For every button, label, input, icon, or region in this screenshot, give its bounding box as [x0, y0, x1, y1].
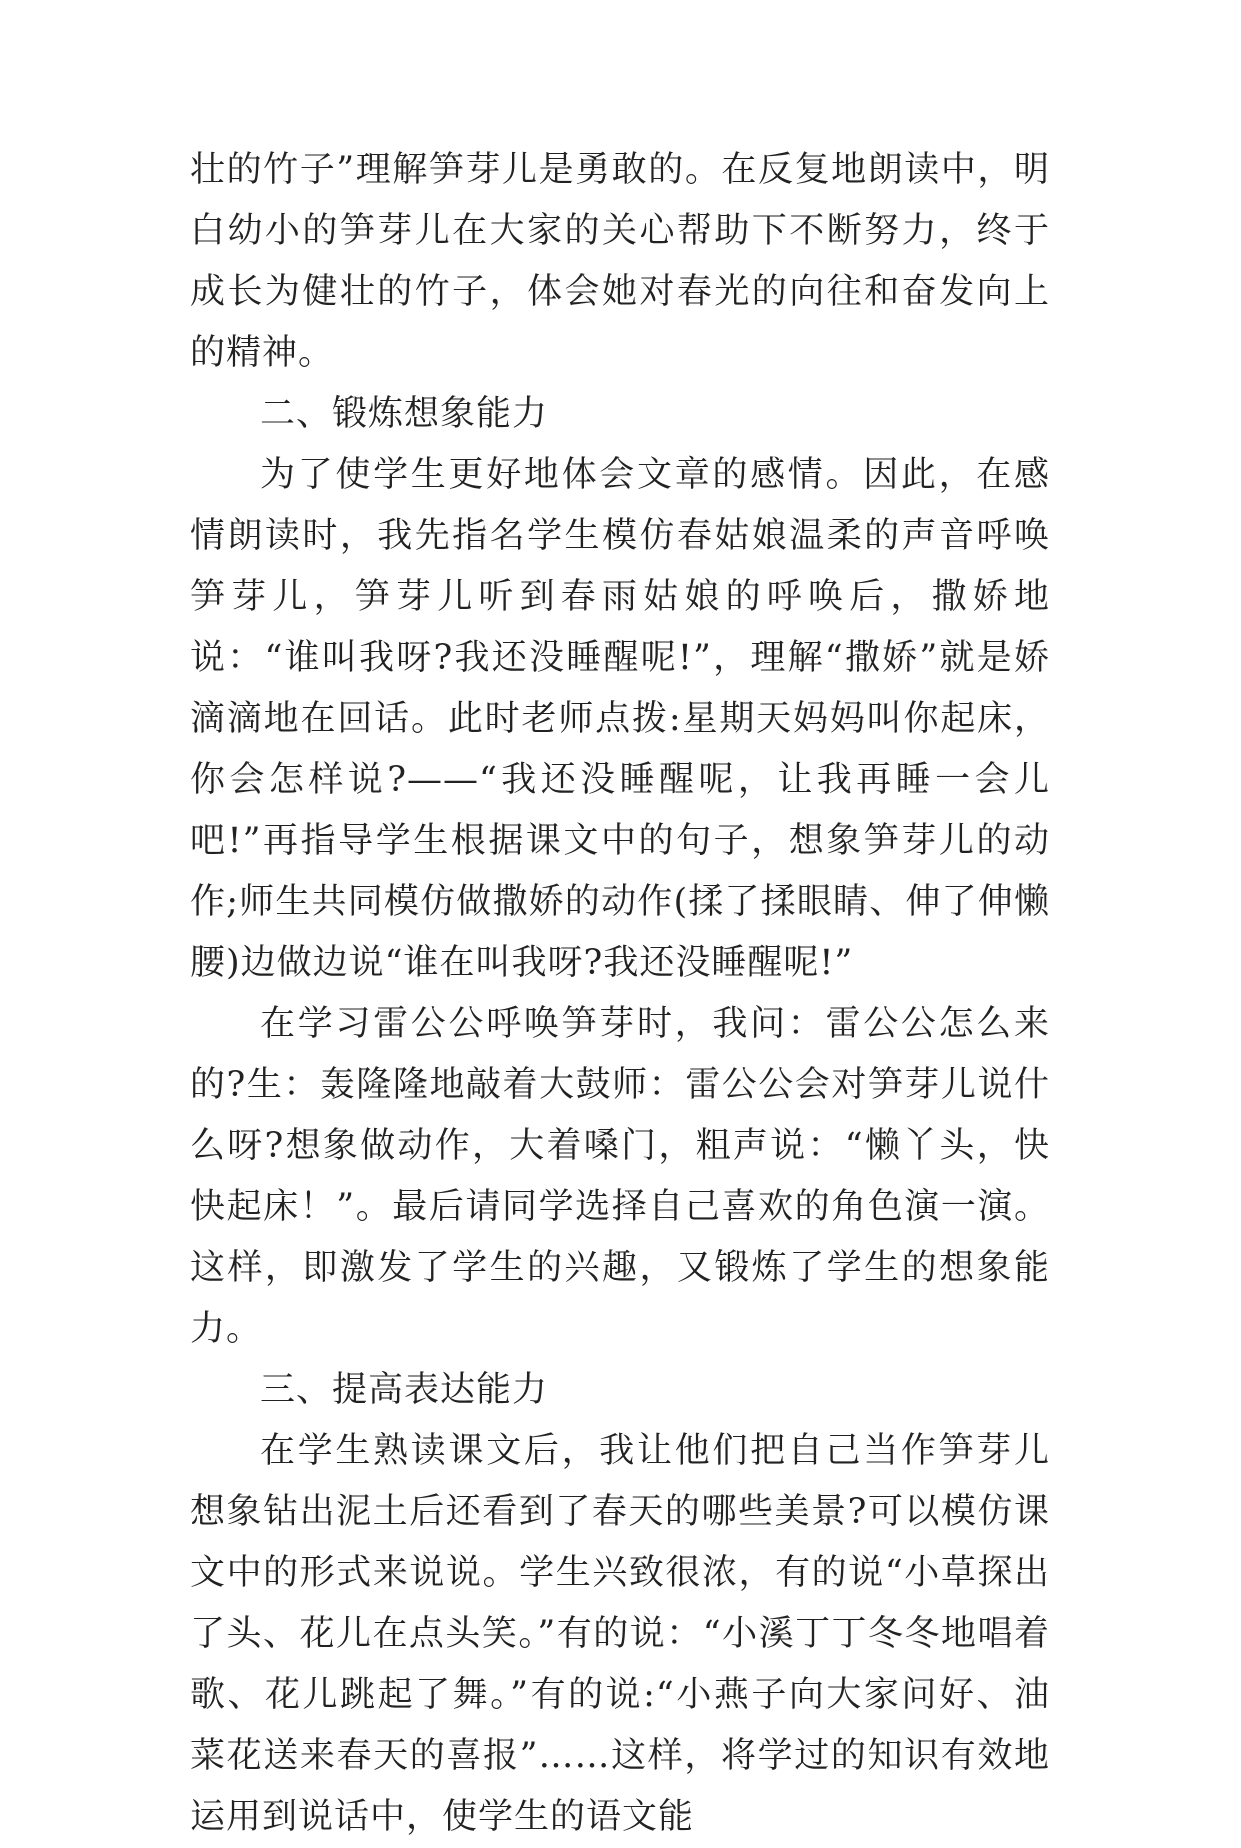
- paragraph-continued: 壮的竹子”理解笋芽儿是勇敢的。在反复地朗读中，明白幼小的笋芽儿在大家的关心帮助下不断努力，终于成长为健壮的竹子，体会她对春光的向往和奋发向上的精神。: [190, 150, 1050, 373]
- section-heading-expression: 三、提高表达能力: [260, 1370, 549, 1410]
- paragraph-emotional-reading: 为了使学生更好地体会文章的感情。因此，在感情朗读时，我先指名学生模仿春姑娘温柔的声音呼唤笋芽儿，笋芽儿听到春雨姑娘的呼唤后，撒娇地说：“谁叫我呀?我还没睡醒呢!”，理解“撒娇”就是娇滴滴地在回话。此时老师点拨:星期天妈妈叫你起床，你会怎样说?——“我还没睡醒呢，让我再睡一会儿吧!”再指导学生根据课文中的句子，想象笋芽儿的动作;师生共同模仿做撒娇的动作(揉了揉眼睛、伸了伸懒腰)边做边说“谁在叫我呀?我还没睡醒呢!”: [190, 455, 1050, 983]
- paragraph-expression-practice: 在学生熟读课文后，我让他们把自己当作笋芽儿想象钻出泥土后还看到了春天的哪些美景?可以模仿课文中的形式来说说。学生兴致很浓，有的说“小草探出了头、花儿在点头笑。”有的说：“小溪丁丁冬冬地唱着歌、花儿跳起了舞。”有的说:“小燕子向大家问好、油菜花送来春天的喜报”……这样，将学过的知识有效地运用到说话中，使学生的语文能: [190, 1431, 1050, 1837]
- section-heading-imagination: 二、锻炼想象能力: [260, 394, 549, 434]
- paragraph-thunder-grandpa: 在学习雷公公呼唤笋芽时，我问：雷公公怎么来的?生：轰隆隆地敲着大鼓师：雷公公会对笋芽儿说什么呀?想象做动作，大着嗓门，粗声说：“懒丫头，快快起床！”。最后请同学选择自己喜欢的角色演一演。这样，即激发了学生的兴趣，又锻炼了学生的想象能力。: [190, 1004, 1050, 1349]
- document-body: [190, 140, 1050, 1848]
